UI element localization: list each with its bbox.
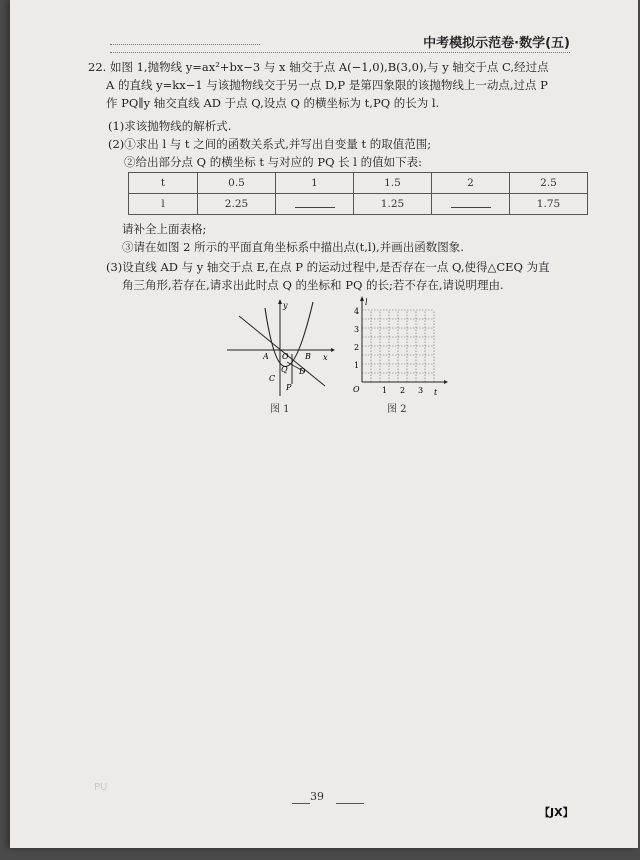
footer-line-left xyxy=(292,803,310,804)
table-row xyxy=(129,194,588,215)
fill-table-instruction: 请补全上面表格; xyxy=(122,222,207,236)
x-tick-label: 1 xyxy=(382,386,388,395)
grid-lines xyxy=(362,310,434,382)
question-line-2: A 的直线 y=kx−1 与该抛物线交于另一点 D,P 是第四象限的该抛物线上一动点,过点 P xyxy=(106,78,548,92)
header-divider-bottom xyxy=(110,52,570,53)
footer-tag: 【JX】 xyxy=(539,806,574,819)
x-axis-arrow xyxy=(331,348,335,352)
figure-2-caption: 图 2 xyxy=(387,404,407,415)
table-cell-blank[interactable] xyxy=(276,194,354,215)
label-b: B xyxy=(305,352,311,361)
y-tick-label: 2 xyxy=(354,343,360,352)
part-1: (1)求该抛物线的解析式. xyxy=(108,119,232,133)
x-tick-label: 2 xyxy=(400,386,406,395)
part-3-b: 角三角形,若存在,请求出此时点 Q 的坐标和 PQ 的长;若不存在,请说明理由. xyxy=(122,278,504,292)
table-cell-label: t xyxy=(129,173,198,194)
y-tick-label: 3 xyxy=(354,325,360,334)
label-a: A xyxy=(263,352,269,361)
question-line-3: 作 PQ∥y 轴交直线 AD 于点 Q,设点 Q 的横坐标为 t,PQ 的长为 l. xyxy=(106,96,440,110)
y-axis-arrow xyxy=(278,299,282,304)
label-d: D xyxy=(299,367,306,376)
t-axis-arrow xyxy=(444,380,448,384)
figure-1-caption: 图 1 xyxy=(270,404,290,415)
l-axis-arrow xyxy=(360,296,364,301)
t-axis-label: t xyxy=(434,388,438,397)
part-2-b: ②给出部分点 Q 的横坐标 t 与对应的 PQ 长 l 的值如下表: xyxy=(124,155,423,169)
answer-blank[interactable] xyxy=(295,197,335,208)
table-row xyxy=(129,173,588,194)
footer-line-right xyxy=(336,803,364,804)
page-header xyxy=(110,32,570,52)
table-cell: 1.25 xyxy=(354,194,432,215)
table-cell-blank[interactable] xyxy=(432,194,510,215)
page-number: 39 xyxy=(310,790,324,803)
question-line-1: 22. 如图 1,抛物线 y=ax²+bx−3 与 x 轴交于点 A(−1,0),B(3,0),与 y 轴交于点 C,经过点 xyxy=(88,60,549,74)
value-table xyxy=(128,172,588,215)
figure-1 xyxy=(225,298,335,398)
x-tick-label: 3 xyxy=(418,386,424,395)
y-tick-label: 1 xyxy=(354,361,360,370)
label-c: C xyxy=(269,374,276,383)
part-2-c: ③请在如图 2 所示的平面直角坐标系中描出点(t,l),并画出函数图象. xyxy=(122,240,464,254)
table-cell: 1.5 xyxy=(354,173,432,194)
label-x: x xyxy=(323,353,328,362)
table-cell: 1.75 xyxy=(510,194,588,215)
part-3-a: (3)设直线 AD 与 y 轴交于点 E,在点 P 的运动过程中,是否存在一点 Q,使得△CEQ 为直 xyxy=(106,260,550,274)
exam-paper xyxy=(10,0,638,848)
label-origin: O xyxy=(282,352,289,361)
origin-label: O xyxy=(353,385,360,394)
label-p: P xyxy=(286,383,292,392)
header-divider xyxy=(110,44,260,45)
table-cell: 0.5 xyxy=(198,173,276,194)
y-tick-label: 4 xyxy=(354,307,360,316)
part-2-a: (2)①求出 l 与 t 之间的函数关系式,并写出自变量 t 的取值范围; xyxy=(108,137,432,151)
l-axis-label: l xyxy=(365,298,368,307)
table-cell-label: l xyxy=(129,194,198,215)
table-cell: 1 xyxy=(276,173,354,194)
faint-mark: PU xyxy=(94,782,108,793)
label-q: Q xyxy=(281,365,288,374)
line-ad xyxy=(239,316,325,386)
table-cell: 2.5 xyxy=(510,173,588,194)
header-title: 中考模拟示范卷·数学(五) xyxy=(423,36,570,51)
table-cell: 2.25 xyxy=(198,194,276,215)
figure-2-grid xyxy=(348,296,448,400)
answer-blank[interactable] xyxy=(451,197,491,208)
table-cell: 2 xyxy=(432,173,510,194)
label-y: y xyxy=(283,301,288,310)
